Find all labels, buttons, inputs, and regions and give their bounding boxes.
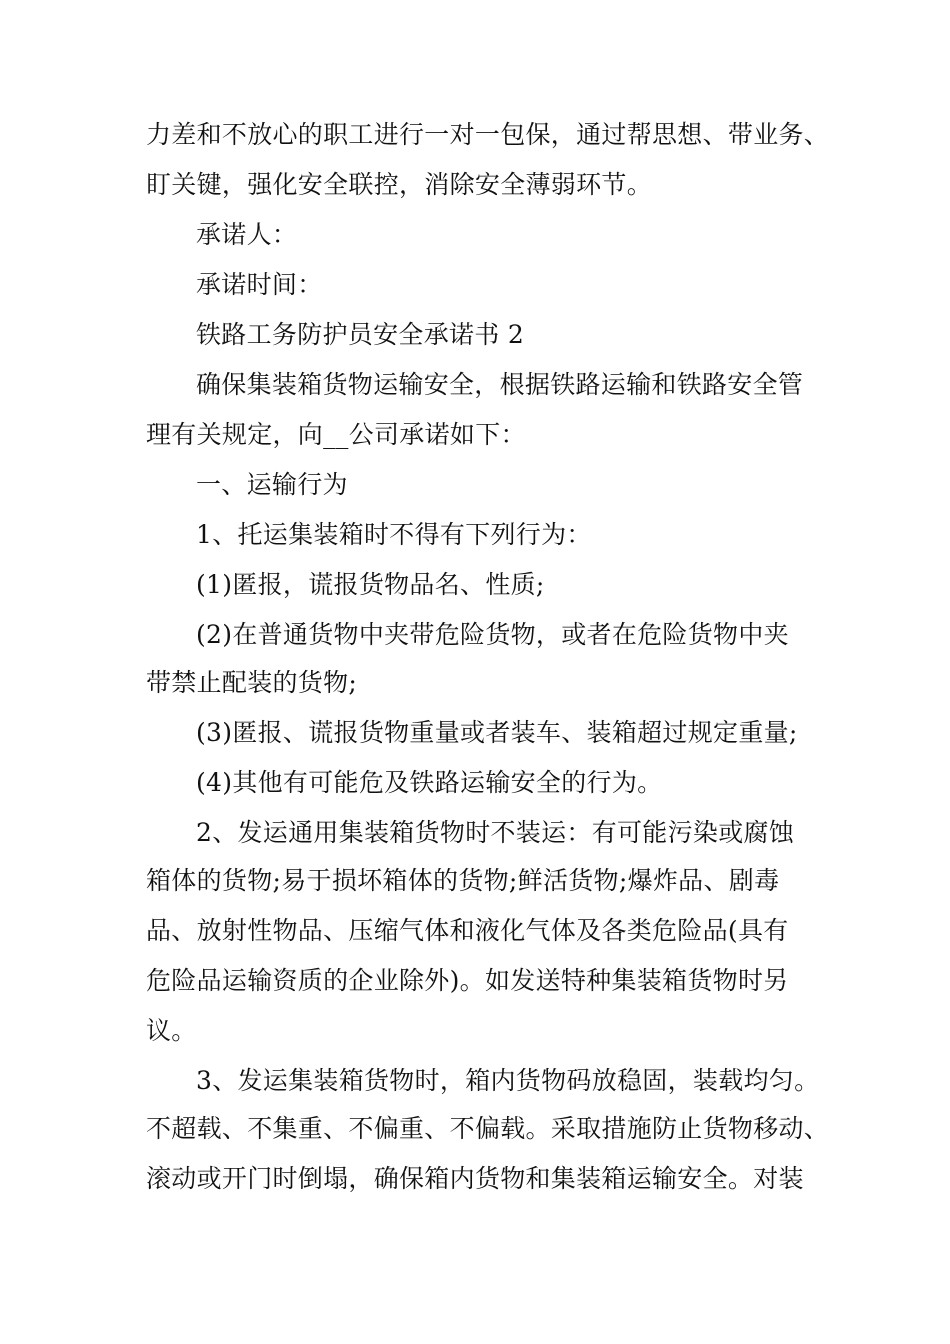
list-item: (4)其他有可能危及铁路运输安全的行为。 [196, 768, 663, 797]
paragraph-line: 确保集装箱货物运输安全，根据铁路运输和铁路安全管 [196, 370, 804, 399]
paragraph-line: 不超载、不集重、不偏重、不偏载。采取措施防止货物移动、 [146, 1114, 830, 1143]
paragraph-line: 箱体的货物;易于损坏箱体的货物;鲜活货物;爆炸品、剧毒 [146, 866, 780, 895]
section-title: 铁路工务防护员安全承诺书 2 [196, 320, 525, 349]
paragraph-line: 盯关键，强化安全联控，消除安全薄弱环节。 [146, 170, 653, 199]
paragraph-line: 品、放射性物品、压缩气体和液化气体及各类危险品(具有 [146, 916, 789, 945]
list-item: (1)匿报，谎报货物品名、性质; [196, 570, 545, 599]
paragraph-line: 议。 [146, 1016, 197, 1045]
list-item: (2)在普通货物中夹带危险货物，或者在危险货物中夹 [196, 620, 789, 649]
list-item: 3、发运集装箱货物时，箱内货物码放稳固，装载均匀。 [196, 1066, 820, 1095]
promisor-label: 承诺人： [196, 220, 298, 249]
paragraph-line: 危险品运输资质的企业除外)。如发送特种集装箱货物时另 [146, 966, 789, 995]
section-heading: 一、运输行为 [196, 470, 348, 499]
paragraph-line: 滚动或开门时倒塌，确保箱内货物和集装箱运输安全。对装 [146, 1164, 804, 1193]
promise-date-label: 承诺时间： [196, 270, 323, 299]
list-item: 2、发运通用集装箱货物时不装运：有可能污染或腐蚀 [196, 818, 795, 847]
list-item: (3)匿报、谎报货物重量或者装车、装箱超过规定重量; [196, 718, 798, 747]
list-item: 1、托运集装箱时不得有下列行为： [196, 520, 592, 549]
paragraph-line: 力差和不放心的职工进行一对一包保，通过帮思想、带业务、 [146, 120, 830, 149]
paragraph-line: 理有关规定，向__公司承诺如下： [146, 420, 526, 449]
paragraph-line: 带禁止配装的货物; [146, 668, 358, 697]
